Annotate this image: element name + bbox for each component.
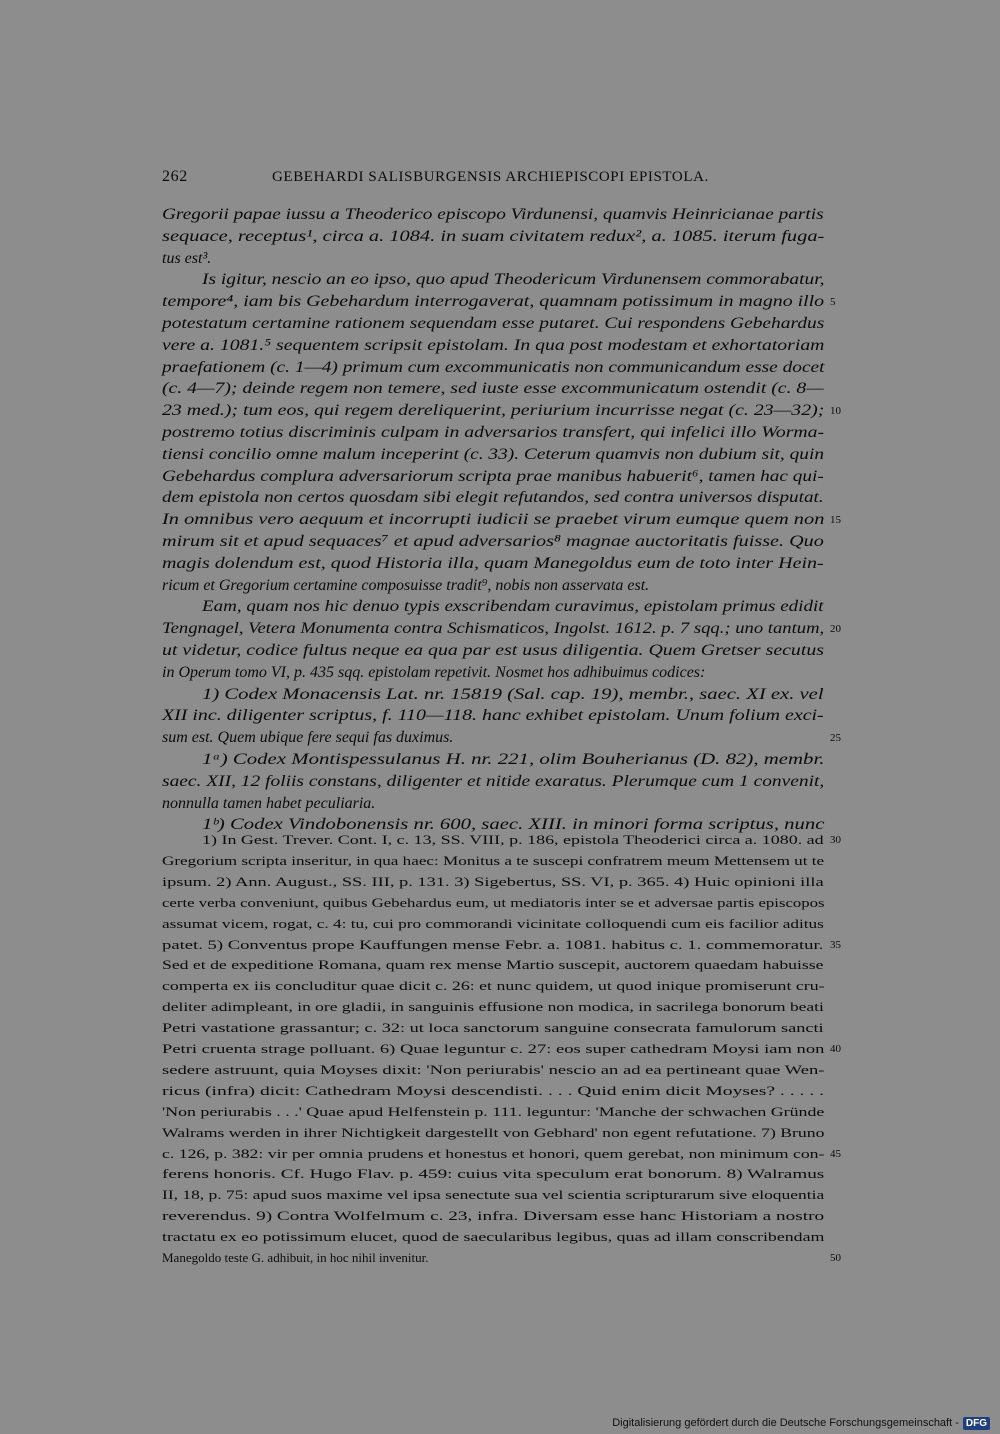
line-number: 35 [830,938,841,951]
text-line: praefationem (c. 1—4) primum cum excommunicatis non communicandum esse docet [162,358,825,376]
line-number: 15 [830,514,841,527]
text-line: tiensi concilio omne malum inceperint (c. 33). Ceterum quamvis non dubium sit, quin [162,445,825,463]
text-line: Gregorii papae iussu a Theoderico episcopo Virdunensi, quamvis Heinricianae partis [162,206,824,223]
text-line: sequace, receptus¹, circa a. 1084. in suam civitatem redux², a. 1085. iterum fuga- [162,227,825,245]
text-line: ricum et Gregorium certamine composuisse tradit⁹, nobis non asservata est. [162,576,650,594]
text-line: Gebehardus complura adversariorum scripta prae manibus habuerit⁶, tamen hac qui- [162,467,824,485]
text-line: 1ᵃ) Codex Montispessulanus H. nr. 221, olim Bouherianus (D. 82), membr. [202,751,825,768]
line-number: 45 [830,1147,841,1160]
text-line: sum est. Quem ubique fere sequi fas duximus. [162,729,454,747]
text-line: tempore⁴, iam bis Gebehardum interrogaverat, quamnam potissimum in magno illo [162,293,825,311]
text-line: dem epistola non certos quosdam sibi elegit refutandos, sed contra universos disputat. [162,489,824,507]
footnote-line: sedere astruunt, quia Moyses dixit: 'Non periurabis' nescio an ad ea pertineant quae Wen- [162,1061,825,1077]
running-title: GEBEHARDI SALISBURGENSIS ARCHIEPISCOPI EPISTOLA. [272,169,709,185]
footnote-line: Petri cruenta strage polluant. 6) Quae leguntur c. 27: eos super cathedram Moysi iam non [162,1041,825,1056]
funding-footer [612,1414,990,1432]
text-line: ut videtur, codice fultus neque ea qua par est usus diligentia. Quem Gretser secutus [162,642,824,659]
footnote-line: reverendus. 9) Contra Wolfelmum c. 23, infra. Diversam esse hanc Historiam a nostro [162,1208,825,1224]
text-line: mirum sit et apud sequaces⁷ et apud adversarios⁸ magnae auctoritatis fuisse. Quo [162,533,824,550]
footnote-line: assumat vicem, rogat, c. 4: tu, cui pro commorandi vicinitate colloquendi cum eis facilior aditus [162,915,824,931]
page-header [162,168,824,190]
text-line: (c. 4—7); deinde regem non temere, sed iuste esse excommunicatum ostendit (c. 8— [162,380,824,398]
text-line: saec. XII, 12 foliis constans, diligenter et nitide exaratus. Plerumque cum 1 convenit, [162,772,825,790]
footnote-line: 'Non periurabis . . .' Quae apud Helfenstein p. 111. leguntur: 'Manche der schwachen Gründe [162,1103,825,1119]
text-line: in Operum tomo VI, p. 435 sqq. epistolam repetivit. Nosmet hos adhibuimus codices: [162,663,706,681]
footnote-line: ferens honoris. Cf. Hugo Flav. p. 459: cuius vita speculum erat bonorum. 8) Walramus [162,1166,825,1182]
text-line: In omnibus vero aequum et incorrupti iudicii se praebet virum eumque quem non [162,511,825,529]
text-line: 1ᵇ) Codex Vindobonensis nr. 600, saec. XIII. in minori forma scriptus, nunc [202,816,825,834]
line-number: 5 [830,296,836,309]
line-number: 10 [830,405,841,418]
footnote-line: comperta ex iis concluditur quae dicit c. 26: et nunc quidem, ut quod inique promiserunt cru- [162,978,825,994]
footnote-line: Gregorium scripta inseritur, in qua haec: Monitus a te suscepi confratrem meum Mettensem ut te [162,852,825,868]
text-line: Eam, quam nos hic denuo typis exscribendam curavimus, epistolam primus edidit [202,598,824,616]
footnote-line: Petri vastatione grassantur; c. 32: ut loca sanctorum sanguine consecrata famulorum sancti [162,1020,824,1036]
text-line: postremo totius discriminis culpam in adversarios transfert, qui infelici illo Worma- [162,424,825,441]
text-line: tus est³. [162,249,212,267]
footnote-line: ricus (infra) dicit: Cathedram Moysi descendisti. . . . Quid enim dicit Moyses? . . . . . [162,1082,825,1098]
footnote-line: Sed et de expeditione Romana, quam rex mense Martio suscepit, auctorem quaedam habuisse [162,957,824,973]
footnote-line: tractatu ex eo potissimum elucet, quod de saecularibus legibus, quas ad illam conscribendam [162,1229,825,1245]
line-number: 50 [830,1252,841,1264]
footnote-line: ipsum. 2) Ann. August., SS. III, p. 131. 3) Sigebertus, SS. VI, p. 365. 4) Huic opinioni illa [162,873,824,889]
text-line: XII inc. diligenter scriptus, f. 110—118. hanc exhibet epistolam. Unum folium exci- [162,707,824,725]
footnote-line: certe verba conveniunt, quibus Gebehardus eum, ut mediatoris inter se et adversae partis episcopos [162,894,825,910]
text-line: nonnulla tamen habet peculiaria. [162,794,376,812]
funding-text: Digitalisierung gefördert durch die Deutsche Forschungsgemeinschaft - [612,1417,959,1429]
footnote-line: 1) In Gest. Trever. Cont. I, c. 13, SS. VIII, p. 186, epistola Theoderici circa a. 1080. ad [202,832,824,847]
line-number: 20 [830,623,841,636]
line-number: 40 [830,1043,841,1055]
footnote-line: Walrams werden in ihrer Nichtigkeit dargestellt von Gebhard' non egent refutatione. 7) Bruno [162,1124,825,1140]
text-line: vere a. 1081.⁵ sequentem scripsit epistolam. In qua post modestam et exhortatoriam [162,336,825,354]
footnote-line: II, 18, p. 75: apud suos maxime vel ipsa senectute sua vel scientia scripturarum sive eloquentia [162,1187,825,1203]
footnote-line: Manegoldo teste G. adhibuit, in hoc nihil invenitur. [162,1250,429,1265]
footnote-line: patet. 5) Conventus prope Kauffungen mense Febr. a. 1081. habitus c. 1. commemoratur. [162,936,824,952]
dfg-logo: DFG [963,1417,990,1430]
line-number: 30 [830,834,841,846]
text-line: 1) Codex Monacensis Lat. nr. 15819 (Sal. cap. 19), membr., saec. XI ex. vel [202,685,824,703]
footnote-line: deliter adimpleant, in ore gladii, in sanguinis effusione non modica, in sacrilega bonorum beati [162,999,824,1015]
text-line: potestatum certamine rationem sequendam esse putaret. Cui respondens Gebehardus [162,315,825,332]
text-line: 23 med.); tum eos, qui regem dereliquerint, periurium incurrisse negat (c. 23—32); [162,402,825,420]
text-line: Is igitur, nescio an eo ipso, quo apud Theodericum Virdunensem commorabatur, [202,271,825,289]
page-number: 262 [162,168,188,185]
text-line: Tengnagel, Vetera Monumenta contra Schismaticos, Ingolst. 1612. p. 7 sqq.; uno tantum, [162,620,825,638]
footnote-line: c. 126, p. 382: vir per omnia prudens et honestus et honori, quem gerebat, non minimum con- [162,1145,825,1161]
text-line: magis dolendum est, quod Historia illa, quam Manegoldus eum de toto inter Hein- [162,554,824,572]
line-number: 25 [830,732,841,745]
